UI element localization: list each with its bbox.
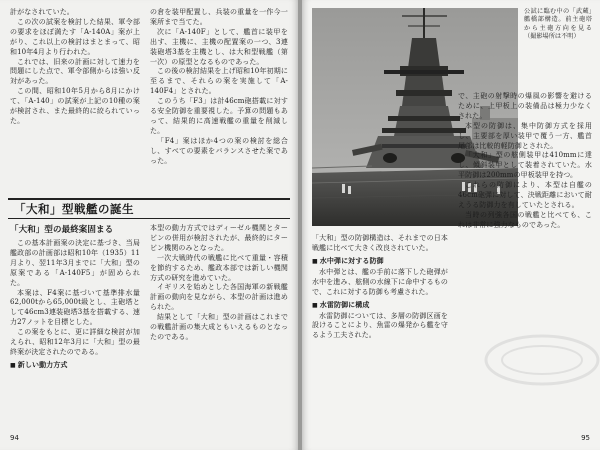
paragraph: の倉を装甲配置し、兵装の重量を一作今一案所まで当てた。 <box>150 8 288 26</box>
paragraph: 「大和」型の舷側装甲は410mmに達し、傾斜装甲として装着されていた。水平防御は200mmの甲板装甲を持つ。 <box>458 151 592 180</box>
paragraph: 水中弾とは、艦の手前に落下した砲弾が水中を進み、舷側の水線下に命中するもので、これに対する防御も考慮された。 <box>312 267 448 296</box>
paragraph: 「大和」型の防御構造は、それまでの日本戦艦に比べて大きく改良されていた。 <box>312 234 448 252</box>
left-page-column-4 <box>150 224 288 410</box>
paragraph: 一次大戦時代の戦艦に比べて重量・容積を節約するため、艦政本部では新しい機関方式の研究を進めていた。 <box>150 253 288 282</box>
paragraph: 本型の動力方式ではディーゼル機関とタービンの併用が検討されたが、最終的にタービン機関のみとなった。 <box>150 224 288 252</box>
watermark-logo <box>482 330 600 390</box>
chapter-title-rest: 型戦艦の誕生 <box>62 202 134 216</box>
chapter-title-close-bracket: 」 <box>50 202 62 216</box>
paragraph: この次の試案を検討した結果、軍令部の要求をほぼ満たす「A-140A」案が上がり、これ以上の検討はまとまって、昭和10年4月より行われた。 <box>10 17 140 56</box>
bullet-subheading: ■ 水中弾に対する防御 <box>312 256 448 267</box>
chapter-heading-bar <box>8 198 290 219</box>
bullet-subheading: ■ 水雷防御に構成 <box>312 300 448 311</box>
right-page-column-1 <box>312 234 448 410</box>
paragraph: 「F4」案はほか4つの案の検討を総合し、すべての要素をバランスさせた案であった。 <box>150 136 288 165</box>
chapter-title <box>8 201 134 217</box>
paragraph: 当時の列強各国の戦艦と比べても、これは非常に強力なものであった。 <box>458 210 592 229</box>
photo-caption: 公試に臨む中の「武蔵」艦橋部構造。前主砲塔から主砲方向を見る（撮影場所は不明） <box>524 8 592 41</box>
paragraph: これらの防御により、本型は自艦の46cm砲弾に対して、決戦距離において耐えうる防御力を有していたとされる。 <box>458 181 592 209</box>
left-page-column-2 <box>150 8 288 198</box>
paragraph: この後の検討結果を上げ昭和10年初期に至るまで、それらの案を実施して「A-140F4」とされた。 <box>150 67 288 96</box>
right-page <box>302 0 600 450</box>
page-number: 95 <box>581 434 590 442</box>
paragraph: この基本計画案の決定に基づき、当局艦政部の計画部は昭和10年（1935）11月より、翌11年3月までに「大和」型の原案である「A-140F5」が固められた。 <box>10 239 140 287</box>
paragraph: で、主砲の射撃時の爆風の影響を避けるために、上甲板上の装備品は極力少なくされた。 <box>458 92 592 120</box>
chapter-title-open-bracket: 「 <box>14 202 26 216</box>
section-heading: 「大和」型の最終案固まる <box>10 225 114 235</box>
paragraph: 計がなされていた。 <box>10 8 74 16</box>
paragraph: イギリスを始めとした各国海軍の新戦艦計画の動向を見ながら、本型の計画は進められた。 <box>150 283 288 312</box>
paragraph: この間、昭和10年5月から8月にかけて、「A-140」の試案が上記の10種の案が検討され、また最終的に絞られていった。 <box>10 87 140 125</box>
bullet-subheading: ■ 新しい動力方式 <box>10 360 140 371</box>
left-page-column-3 <box>10 224 140 406</box>
paragraph: 結果として「大和」型の計画はこれまでの戦艦計画の集大成ともいえるものとなったのである。 <box>150 313 288 341</box>
paragraph: 本案は、F4案に基づいて基準排水量62,000tから65,000t級とし、主砲塔として46cm3連装砲塔3基を搭載する、速力27ノットを目標とした。 <box>10 288 140 327</box>
paragraph: 水雷防御については、多層の防御区画を設けることにより、魚雷の爆発から艦を守るよう工夫された。 <box>312 311 448 340</box>
paragraph: この案をもとに、更に詳細な検討が加えられ、昭和12年3月に「大和」型の最終案が決定されたのである。 <box>10 328 140 356</box>
chapter-title-ship-name: 大和 <box>26 202 50 216</box>
paragraph: 次に「A-140F」として、艦首に装甲を出す、主機に、主機の配置案の一つ、3連装砲塔3基を主機とし、は大和型戦艦（第一次）の原型となるものであった。 <box>150 27 288 66</box>
page-number: 94 <box>10 434 19 442</box>
paragraph: このうち「F3」は計46cm砲搭載に対する安全防御を重要視した。予算の問題もあって、結果的に高速戦艦の重量を削減した。 <box>150 97 288 135</box>
paragraph: 本型の防御は、集中防御方式を採用し、主要部を厚い装甲で覆う一方、艦首尾部は比較的軽防御とされた。 <box>458 121 592 150</box>
left-page <box>0 0 298 450</box>
paragraph: これでは、旧来の計画に対して速力を問題にした点で、軍令部側からは強い反対があった。 <box>10 57 140 86</box>
left-page-column-1 <box>10 8 140 198</box>
